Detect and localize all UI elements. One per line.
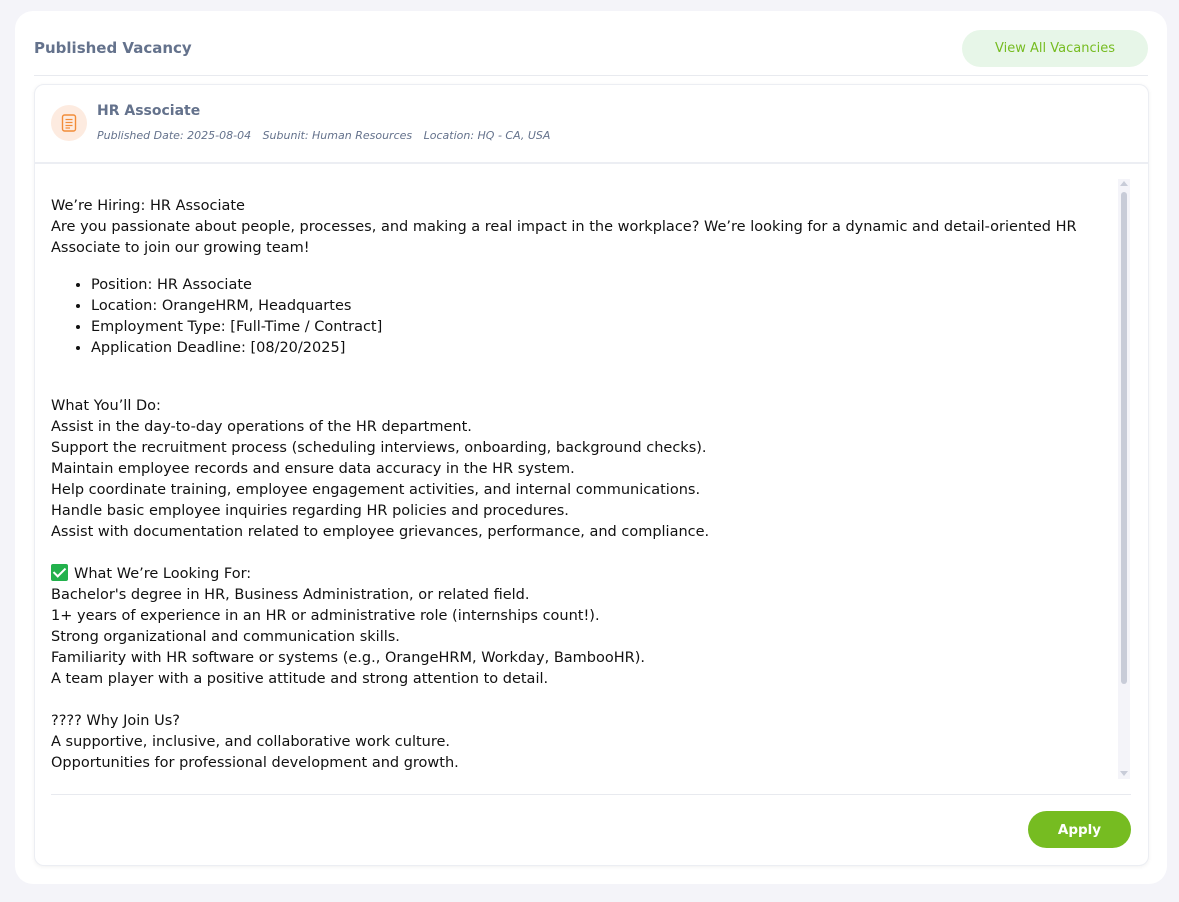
- document-icon: [51, 105, 87, 141]
- apply-button[interactable]: Apply: [1028, 811, 1131, 848]
- vacancy-card: [34, 84, 1149, 866]
- vacancy-page-card: [15, 11, 1167, 884]
- scroll-down-arrow-icon[interactable]: [1120, 771, 1128, 776]
- detail-item: • Application Deadline: [08/20/2025]: [91, 338, 1101, 359]
- page-header: [34, 30, 1148, 76]
- vacancy-header: [35, 85, 1148, 164]
- duty-item: Help coordinate training, employee engagement activities, and internal communications.: [51, 482, 701, 498]
- duty-item: Handle basic employee inquiries regarding HR policies and procedures.: [51, 503, 569, 519]
- why-item: A supportive, inclusive, and collaborative work culture.: [51, 734, 451, 750]
- detail-item: • Location: OrangeHRM, Headquartes: [91, 296, 1101, 317]
- why-item: Opportunities for professional development and growth.: [51, 755, 459, 771]
- duty-item: Assist with documentation related to employee grievances, performance, and compliance.: [51, 524, 710, 540]
- document-icon-glyph: [61, 114, 77, 132]
- duty-item: Maintain employee records and ensure data accuracy in the HR system.: [51, 461, 575, 477]
- check-mark-icon: [51, 564, 68, 581]
- detail-item: • Position: HR Associate: [91, 275, 1101, 296]
- vacancy-title: HR Associate: [97, 103, 201, 119]
- location: Location: HQ - CA, USA: [423, 129, 551, 142]
- details-list: [51, 275, 1101, 359]
- looking-heading: What We’re Looking For:: [74, 566, 252, 582]
- detail-item: • Employment Type: [Full-Time / Contract]: [91, 317, 1101, 338]
- intro-heading: We’re Hiring: HR Associate: [51, 198, 245, 214]
- requirement-item: Familiarity with HR software or systems (e.g., OrangeHRM, Workday, BambooHR).: [51, 650, 645, 666]
- footer-divider: [51, 794, 1131, 795]
- published-date: Published Date: 2025-08-04: [97, 129, 252, 142]
- vacancy-description[interactable]: [51, 179, 1123, 779]
- subunit: Subunit: Human Resources: [262, 129, 413, 142]
- requirement-item: A team player with a positive attitude and strong attention to detail.: [51, 671, 549, 687]
- scrollbar-thumb[interactable]: [1121, 192, 1127, 684]
- duties-heading: What You’ll Do:: [51, 398, 161, 414]
- intro-text: Are you passionate about people, processes, and making a real impact in the workplace? We’re looking for a dynamic and detail-oriented HR Associate to join our growing team!: [51, 219, 1077, 256]
- vacancy-meta: [97, 129, 558, 142]
- looking-heading-line: [51, 564, 1101, 585]
- duty-item: Assist in the day-to-day operations of the HR department.: [51, 419, 472, 435]
- why-heading: ???? Why Join Us?: [51, 713, 180, 729]
- scroll-up-arrow-icon[interactable]: [1120, 181, 1128, 186]
- requirement-item: 1+ years of experience in an HR or administrative role (internships count!).: [51, 608, 600, 624]
- duty-item: Support the recruitment process (scheduling interviews, onboarding, background checks).: [51, 440, 707, 456]
- description-text: [51, 196, 1101, 774]
- view-all-vacancies-button[interactable]: View All Vacancies: [962, 30, 1148, 67]
- requirement-item: Strong organizational and communication skills.: [51, 629, 400, 645]
- requirement-item: Bachelor's degree in HR, Business Administration, or related field.: [51, 587, 530, 603]
- description-scrollbar[interactable]: [1118, 179, 1130, 779]
- page-title: Published Vacancy: [34, 39, 192, 57]
